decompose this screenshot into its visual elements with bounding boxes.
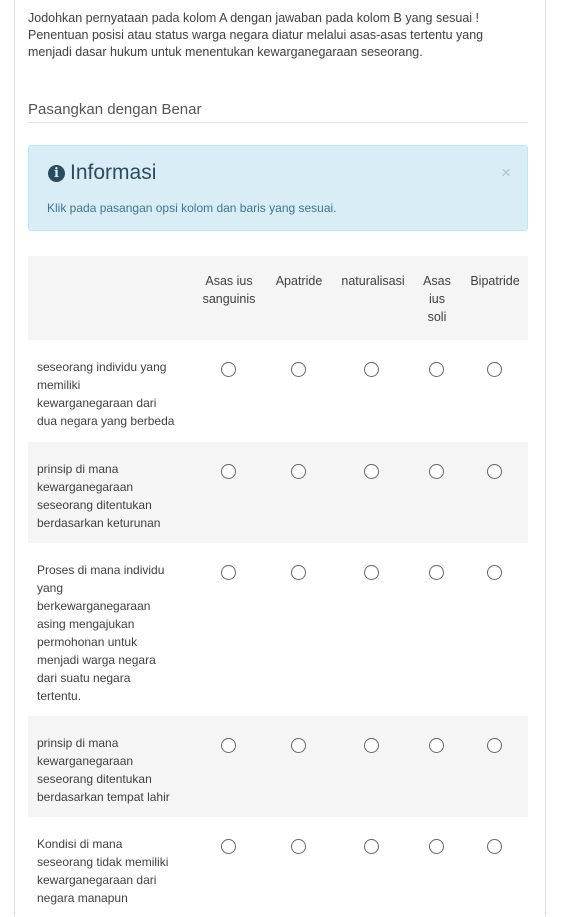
- radio-option[interactable]: [487, 565, 502, 580]
- radio-option[interactable]: [487, 362, 502, 377]
- radio-option[interactable]: [429, 839, 444, 854]
- radio-option[interactable]: [364, 839, 379, 854]
- row-statement-line: yang: [37, 581, 64, 595]
- row-statement-line: kewarganegaraan: [37, 480, 134, 494]
- alert-header: [48, 161, 156, 185]
- row-statement: [37, 358, 182, 430]
- frame-right-border: [545, 0, 546, 916]
- column-header: [200, 272, 258, 308]
- radio-option[interactable]: [221, 362, 236, 377]
- column-header-line: Asas ius: [205, 274, 253, 288]
- radio-option[interactable]: [429, 464, 444, 479]
- row-statement-line: tertentu.: [37, 689, 82, 703]
- radio-option[interactable]: [221, 565, 236, 580]
- radio-option[interactable]: [487, 464, 502, 479]
- column-header: [418, 272, 456, 326]
- row-statement-line: seseorang individu yang: [37, 360, 167, 374]
- row-statement-line: berdasarkan keturunan: [37, 516, 161, 530]
- info-alert: [28, 145, 528, 231]
- grid-row: [28, 340, 528, 442]
- radio-option[interactable]: [364, 738, 379, 753]
- info-icon: i: [48, 165, 65, 182]
- grid-row: [28, 442, 528, 543]
- row-statement-line: menjadi warga negara: [37, 653, 156, 667]
- radio-option[interactable]: [487, 839, 502, 854]
- row-statement-line: berdasarkan tempat lahir: [37, 790, 170, 804]
- row-statement: [37, 561, 182, 705]
- radio-option[interactable]: [291, 464, 306, 479]
- row-statement-line: seseorang ditentukan: [37, 772, 152, 786]
- row-statement-line: permohonan untuk: [37, 635, 138, 649]
- close-icon[interactable]: ×: [501, 163, 511, 182]
- instruction-line: Penentuan posisi atau status warga negara diatur melalui asas-asas tertentu yang: [28, 28, 484, 42]
- row-statement-line: seseorang ditentukan: [37, 498, 152, 512]
- row-statement-line: kewarganegaraan dari: [37, 396, 157, 410]
- alert-title: Informasi: [70, 161, 157, 184]
- row-statement-line: negara manapun: [37, 891, 128, 905]
- question-instructions: [28, 10, 528, 61]
- grid-row: [28, 716, 528, 817]
- row-statement-line: seseorang tidak memiliki: [37, 855, 169, 869]
- radio-option[interactable]: [429, 565, 444, 580]
- radio-option[interactable]: [291, 565, 306, 580]
- column-header-line: Apatride: [275, 274, 323, 288]
- row-statement-line: prinsip di mana: [37, 462, 119, 476]
- grid-row: [28, 543, 528, 716]
- grid-header: [28, 256, 528, 340]
- row-statement-line: kewarganegaraan: [37, 754, 134, 768]
- row-statement-line: prinsip di mana: [37, 736, 119, 750]
- row-statement: [37, 835, 182, 907]
- column-header-line: naturalisasi: [341, 274, 405, 288]
- row-statement: [37, 734, 182, 806]
- row-statement-line: asing mengajukan: [37, 617, 135, 631]
- row-statement-line: Kondisi di mana: [37, 837, 123, 851]
- radio-option[interactable]: [221, 464, 236, 479]
- column-header: [465, 272, 525, 290]
- row-statement-line: berkewarganegaraan: [37, 599, 151, 613]
- radio-option[interactable]: [364, 464, 379, 479]
- radio-option[interactable]: [221, 839, 236, 854]
- radio-option[interactable]: [291, 362, 306, 377]
- radio-option[interactable]: [364, 565, 379, 580]
- radio-option[interactable]: [429, 738, 444, 753]
- instruction-line: menjadi dasar hukum untuk menentukan kewarganegaraan seseorang.: [28, 45, 423, 59]
- column-header-line: Asas: [423, 274, 451, 288]
- column-header-line: soli: [427, 310, 447, 324]
- section-title: Pasangkan dengan Benar: [28, 101, 528, 123]
- row-statement-line: kewarganegaraan dari: [37, 873, 157, 887]
- alert-message: Klik pada pasangan opsi kolom dan baris yang sesuai.: [47, 201, 337, 215]
- radio-option[interactable]: [364, 362, 379, 377]
- column-header-line: ius: [429, 292, 445, 306]
- instruction-line: Jodohkan pernyataan pada kolom A dengan jawaban pada kolom B yang sesuai !: [28, 11, 480, 25]
- column-header-line: sanguinis: [202, 292, 256, 306]
- radio-option[interactable]: [221, 738, 236, 753]
- row-statement-line: dari suatu negara: [37, 671, 131, 685]
- column-header: [337, 272, 409, 290]
- radio-option[interactable]: [429, 362, 444, 377]
- radio-option[interactable]: [291, 839, 306, 854]
- column-header: [270, 272, 328, 290]
- row-statement-line: dua negara yang berbeda: [37, 414, 175, 428]
- matching-grid: [28, 256, 528, 917]
- row-statement-line: Proses di mana individu: [37, 563, 165, 577]
- radio-option[interactable]: [487, 738, 502, 753]
- grid-row: [28, 817, 528, 917]
- radio-option[interactable]: [291, 738, 306, 753]
- frame-left-border: [14, 0, 15, 916]
- row-statement: [37, 460, 182, 532]
- row-statement-line: memiliki: [37, 378, 81, 392]
- column-header-line: Bipatride: [470, 274, 520, 288]
